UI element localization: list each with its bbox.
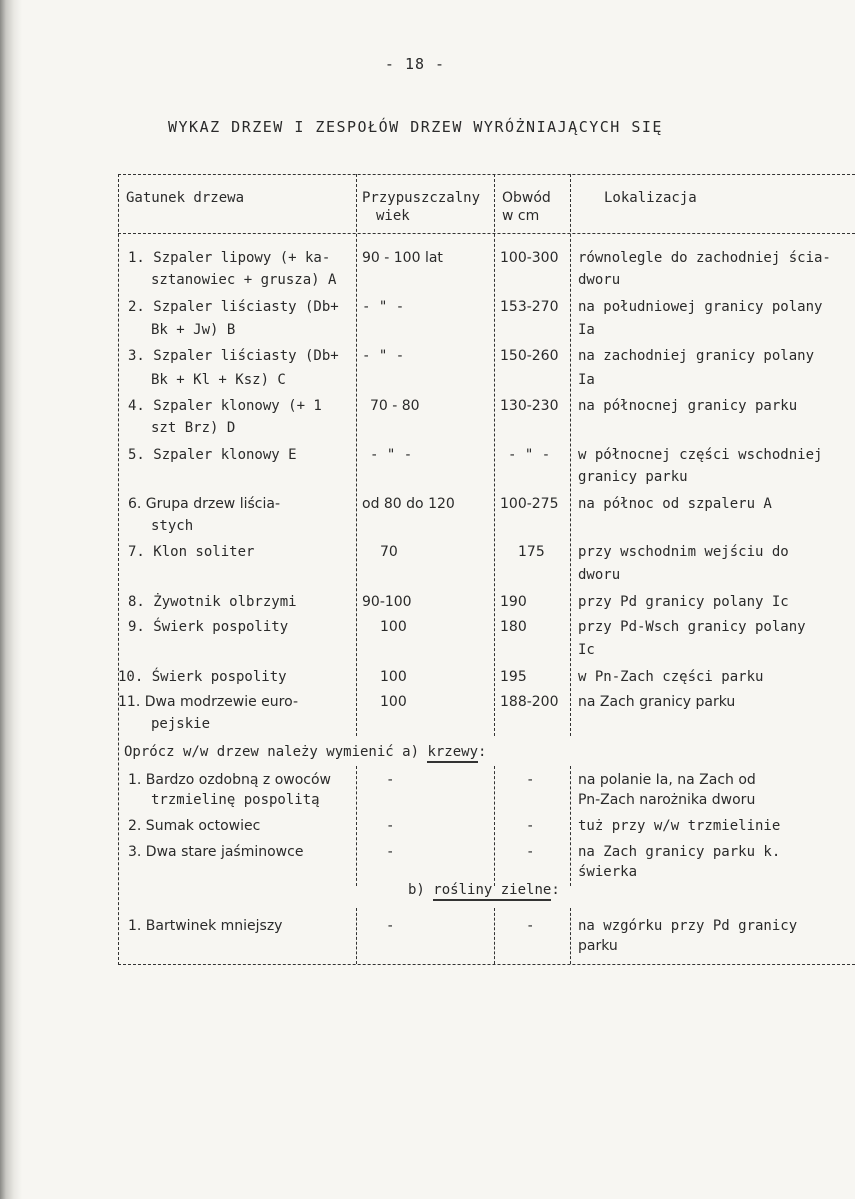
header-circ-line1: Obwód [502, 190, 551, 206]
row-location-line2: dworu [578, 567, 621, 583]
row-circumference: 130-230 [500, 398, 559, 414]
column-divider-circ-plants [494, 908, 495, 964]
row-location-line2: parku [578, 938, 618, 954]
row-species-line1: 5. Szpaler klonowy E [128, 447, 297, 463]
row-location-line1: równolegle do zachodniej ścia- [578, 250, 831, 266]
header-circ-line2: w cm [502, 208, 540, 224]
row-age: - " - [362, 299, 405, 315]
column-divider-age-plants [356, 908, 357, 964]
row-circumference: - " - [508, 447, 551, 463]
header-age-line1: Przypuszczalny [362, 190, 481, 206]
row-species-line2: trzmielinę pospolitą [151, 792, 320, 808]
row-age: 90-100 [362, 594, 412, 610]
shrubs-intro: Oprócz w/w drzew należy wymienić a) [124, 744, 420, 760]
row-age: - " - [362, 348, 405, 364]
row-age: - " - [370, 447, 413, 463]
row-species-line1: 4. Szpaler klonowy (+ 1 [128, 398, 322, 414]
row-species-line1: 10. Świerk pospolity [118, 669, 287, 685]
row-location-line1: na polanie Ia, na Zach od [578, 772, 756, 788]
row-circumference: 190 [500, 594, 527, 610]
row-location-line2: dworu [578, 272, 621, 288]
row-age: 100 [380, 669, 407, 685]
row-circumference: - [526, 818, 535, 834]
row-circumference: 100-300 [500, 250, 559, 266]
row-age: 90 - 100 lat [362, 250, 443, 266]
row-circumference: 153-270 [500, 299, 559, 315]
column-divider-loc-shrubs [570, 766, 571, 886]
plants-heading [408, 878, 560, 902]
row-circumference: 100-275 [500, 496, 559, 512]
row-location-line1: na wzgórku przy Pd granicy [578, 918, 798, 934]
row-location-line1: na zachodniej granicy polany [578, 348, 815, 364]
row-age: - [386, 918, 395, 934]
shrubs-colon: : [478, 744, 487, 760]
row-age: - [386, 844, 395, 860]
plants-prefix: b) [408, 882, 425, 898]
row-species-line2: szt Brz) D [151, 420, 236, 436]
row-species-line2: Bk + Jw) B [151, 322, 236, 338]
row-age: - [386, 818, 395, 834]
row-location-line1: na Zach granicy parku [578, 694, 736, 710]
row-species-line2: pejskie [151, 716, 211, 732]
header-location: Lokalizacja [604, 190, 697, 206]
row-species-line1: 3. Szpaler liściasty (Db+ [128, 348, 339, 364]
shrubs-label: krzewy [427, 744, 478, 763]
row-circumference: 180 [500, 619, 527, 635]
column-divider-age-shrubs [356, 766, 357, 886]
row-circumference: - [526, 918, 535, 934]
table-top-border [118, 174, 855, 175]
row-location-line2: Ia [578, 372, 595, 388]
row-circumference: 188-200 [500, 694, 559, 710]
table-left-border [118, 174, 119, 965]
row-location-line2: Ia [578, 322, 595, 338]
document-title: WYKAZ DRZEW I ZESPOŁÓW DRZEW WYRÓŻNIAJĄCYCH SIĘ [168, 118, 663, 136]
row-location-line2: granicy parku [578, 469, 688, 485]
row-age: - [386, 772, 395, 788]
row-location-line1: przy Pd granicy polany Ic [578, 594, 789, 610]
header-age-line2: wiek [376, 208, 410, 224]
row-species-line1: 1. Szpaler lipowy (+ ka- [128, 250, 331, 266]
row-location-line1: na północnej granicy parku [578, 398, 798, 414]
column-divider-circ [494, 174, 495, 736]
row-species-line1: 9. Świerk pospolity [128, 619, 289, 635]
row-age: 70 [380, 544, 398, 560]
table-bottom-border [118, 964, 855, 965]
row-age: 100 [380, 694, 407, 710]
column-divider-loc-plants [570, 908, 571, 964]
row-location-line1: w północnej części wschodniej [578, 447, 823, 463]
row-circumference: 150-260 [500, 348, 559, 364]
row-species-line1: 6. Grupa drzew liścia- [128, 496, 280, 512]
column-divider-circ-shrubs [494, 766, 495, 886]
column-divider-loc [570, 174, 571, 736]
header-species: Gatunek drzewa [126, 190, 245, 206]
row-location-line1: przy Pd-Wsch granicy polany [578, 619, 806, 635]
plants-label: rośliny zielne [433, 882, 551, 901]
row-age: 70 - 80 [370, 398, 420, 414]
row-circumference: 195 [500, 669, 527, 685]
row-species-line2: stych [151, 518, 194, 534]
row-location-line1: na północ od szpaleru A [578, 496, 772, 512]
row-location-line1: przy wschodnim wejściu do [578, 544, 789, 560]
row-species-line1: 8. Żywotnik olbrzymi [128, 594, 297, 610]
page-scan-edge [0, 0, 22, 1199]
row-species-line1: 7. Klon soliter [128, 544, 255, 560]
row-species-line2: Bk + Kl + Ksz) C [151, 372, 286, 388]
row-circumference: - [526, 844, 535, 860]
plants-colon: : [551, 882, 560, 898]
column-divider-age [356, 174, 357, 736]
page-number: - 18 - [384, 55, 446, 73]
row-location-line1: na południowej granicy polany [578, 299, 823, 315]
row-species-line1: 2. Sumak octowiec [128, 818, 261, 834]
row-location-line2: Pn-Zach narożnika dworu [578, 792, 756, 808]
row-species-line1: 3. Dwa stare jaśminowce [128, 844, 304, 860]
row-circumference: - [526, 772, 535, 788]
row-location-line1: w Pn-Zach części parku [578, 669, 764, 685]
row-species-line1: 1. Bardzo ozdobną z owoców [128, 772, 331, 788]
row-species-line2: sztanowiec + grusza) A [151, 272, 337, 288]
shrubs-heading [124, 740, 486, 764]
row-age: 100 [380, 619, 407, 635]
row-location-line2: Ic [578, 642, 595, 658]
row-location-line2: świerka [578, 864, 638, 880]
row-circumference: 175 [518, 544, 545, 560]
header-separator [118, 233, 855, 234]
row-location-line1: na Zach granicy parku k. [578, 844, 781, 860]
row-age: od 80 do 120 [362, 496, 455, 512]
row-species-line1: 1. Bartwinek mniejszy [128, 918, 283, 934]
row-species-line1: 11. Dwa modrzewie euro- [118, 694, 298, 710]
row-species-line1: 2. Szpaler liściasty (Db+ [128, 299, 339, 315]
row-location-line1: tuż przy w/w trzmielinie [578, 818, 781, 834]
